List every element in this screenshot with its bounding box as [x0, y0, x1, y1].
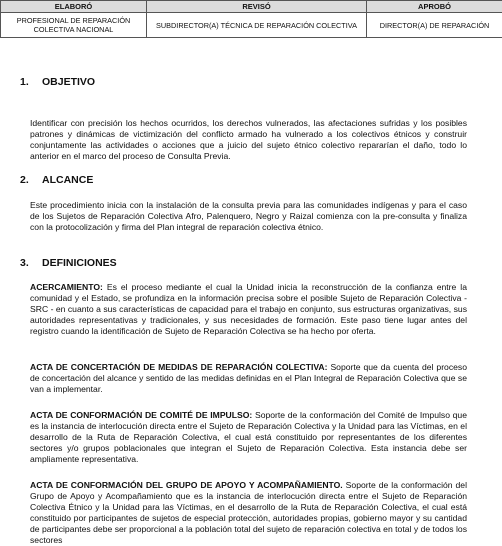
- approval-value-row: [1, 13, 502, 38]
- approval-header-aprobo: APROBÓ: [367, 1, 502, 13]
- section-heading: OBJETIVO: [42, 76, 95, 88]
- definition-term: ACERCAMIENTO:: [30, 282, 103, 292]
- approval-header-reviso: REVISÓ: [147, 1, 367, 13]
- section-title-definiciones: [20, 257, 117, 269]
- approval-header-row: [1, 1, 502, 13]
- section-text-objetivo: Identificar con precisión los hechos ocurridos, los derechos vulnerados, las afectaciones sufridas y los posibles patrones y dinámicas de victimización del conflicto armado ha vulnerado a los colectivos étnicos y construir conjuntamente las actividades o acciones que a juicio del sujeto étnico colectivo repararían el daño, todo lo anterior en el marco del proceso de Consulta Previa.: [30, 118, 467, 162]
- approval-value-reviso: SUBDIRECTOR(A) TÉCNICA DE REPARACIÓN COLECTIVA: [147, 13, 367, 38]
- section-title-alcance: [20, 174, 93, 186]
- approval-table: [0, 0, 502, 38]
- approval-value-elaboro: PROFESIONAL DE REPARACIÓN COLECTIVA NACIONAL: [1, 13, 147, 38]
- definition-text: Soporte de la conformación del Grupo de Apoyo y Acompañamiento que es la instancia de interlocución directa entre el Sujeto de Reparación Colectiva Étnico y la Unidad para las Víctimas, en el desarrollo de la Ruta de Reparación Colectiva, el cual está constituido por participantes de sujetos de especial protección, autoridades propias, gobierno mayor y su cantidad de participantes debe ser proporcional a la población total del sujeto de reparación colectiva en total y de todos los sectores: [30, 480, 467, 545]
- definition-acta-comite-impulso: [30, 410, 467, 465]
- section-number: 3.: [20, 257, 42, 269]
- definition-text: Soporte de la conformación del Comité de Impulso que es la instancia de interlocución directa entre el Sujeto de Reparación Colectiva y la Unidad para las Víctimas, en el desarrollo de la Ruta de Reparación Colectiva, el cual está constituido por representantes de los diferentes sectores y/o grupos poblacionales que integran el Sujeto de Reparación Colectiva. Esta instancia debe ser ampliamente representativa.: [30, 410, 467, 464]
- approval-header-elaboro: ELABORÓ: [1, 1, 147, 13]
- definition-acercamiento: [30, 282, 467, 337]
- definition-acta-concertacion: [30, 362, 467, 395]
- definition-text: Soporte que da cuenta del proceso de concertación del alcance y sentido de las medidas definidas en el Plan Integral de Reparación Colectiva que se van a implementar.: [30, 362, 467, 394]
- definition-acta-grupo-apoyo: [30, 480, 467, 546]
- section-number: 2.: [20, 174, 42, 186]
- definition-term: ACTA DE CONFORMACIÓN DEL GRUPO DE APOYO Y ACOMPAÑAMIENTO.: [30, 480, 343, 490]
- definition-text: Es el proceso mediante el cual la Unidad inicia la reconstrucción de la confianza entre la comunidad y el Estado, se profundiza en la información precisa sobre el posible Sujeto de Reparación Colectiva - SRC - en cuanto a sus características de capacidad para el trabajo en conjunto, sus estructuras organizativas, sus autoridades representativas y tradicionales, y sus necesidades de formación. Este paso tiene lugar antes del registro cuando la identificación de Sujeto de Reparación Colectiva se ha hecho por oferta.: [30, 282, 467, 336]
- section-heading: ALCANCE: [42, 174, 93, 186]
- section-title-objetivo: [20, 76, 95, 88]
- section-number: 1.: [20, 76, 42, 88]
- section-text-alcance: Este procedimiento inicia con la instalación de la consulta previa para las comunidades indígenas y para el caso de los Sujetos de Reparación Colectiva Afro, Palenquero, Negro y Raizal comienza con la pre-consulta y finaliza con la protocolización y firma del Plan integral de reparación colectiva étnico.: [30, 200, 467, 233]
- section-heading: DEFINICIONES: [42, 257, 117, 269]
- approval-value-aprobo: DIRECTOR(A) DE REPARACIÓN: [367, 13, 502, 38]
- definition-term: ACTA DE CONFORMACIÓN DE COMITÉ DE IMPULSO:: [30, 410, 252, 420]
- definition-term: ACTA DE CONCERTACIÓN DE MEDIDAS DE REPARACIÓN COLECTIVA:: [30, 362, 328, 372]
